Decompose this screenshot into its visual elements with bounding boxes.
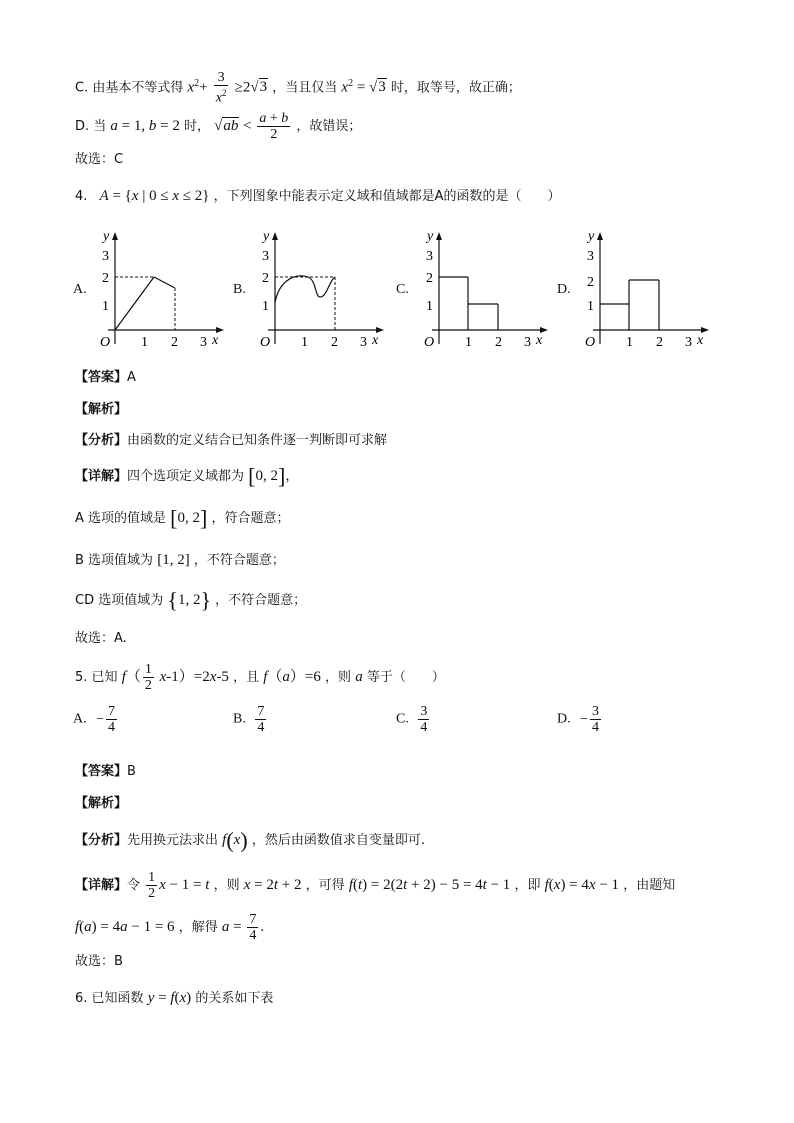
question-4: 4. A = {x | 0 ≤ x ≤ 2} ，下列图象中能表示定义域和值域都是A的函数的是（ ） (75, 188, 561, 204)
svg-text:y: y (588, 229, 595, 244)
graph-label-c: C. (396, 282, 409, 297)
svg-text:1: 1 (262, 299, 269, 314)
svg-text:2: 2 (426, 271, 433, 286)
q5-option-b: B. $\frac{7}{4}$ (233, 704, 265, 735)
svg-text:x: x (697, 333, 704, 348)
svg-text:3: 3 (426, 249, 433, 264)
graph-a (88, 224, 248, 354)
q4-choose: 故选：A. (75, 631, 127, 646)
graph-c (412, 224, 572, 354)
line-option-c: C. 由基本不等式得 $x^2+$ $\frac{3}{x^2}$ ≥2√3 ，当且仅当 $x^2 = √3$ 时，取等号，故正确； (75, 70, 521, 106)
svg-text:O: O (260, 335, 271, 350)
svg-text:3: 3 (102, 249, 109, 264)
svg-text:O: O (585, 335, 596, 350)
q5-fenxi: 【分析】先用换元法求出 f(x) ，然后由函数值求自变量即可. (75, 827, 425, 853)
svg-text:O: O (424, 335, 435, 350)
q5-choose: 故选：B (75, 954, 123, 969)
svg-text:1: 1 (587, 299, 594, 314)
graph-d (573, 224, 733, 354)
q5-xiangjie-2: f(a) = 4a − 1 = 6 ，解得 a = $\frac{7}{4}$ . (75, 912, 265, 943)
svg-text:2: 2 (102, 271, 109, 286)
q5-option-a: A. − $\frac{7}{4}$ (73, 704, 116, 735)
q4-fenxi: 【分析】由函数的定义结合已知条件逐一判断即可求解 (75, 433, 388, 448)
svg-text:3: 3 (524, 335, 531, 350)
svg-text:x: x (372, 333, 379, 348)
svg-text:2: 2 (331, 335, 338, 350)
fraction-3-over-x2: $\frac{3}{x^2}$ (215, 70, 227, 106)
q4-line-a: A 选项的值域是 [0, 2] ，符合题意； (75, 505, 290, 531)
svg-text:1: 1 (141, 335, 148, 350)
q4-line-cd: CD 选项值域为 {1, 2} ，不符合题意； (75, 587, 307, 613)
svg-text:1: 1 (301, 335, 308, 350)
svg-text:3: 3 (262, 249, 269, 264)
svg-text:3: 3 (685, 335, 692, 350)
svg-text:3: 3 (587, 249, 594, 264)
svg-text:2: 2 (656, 335, 663, 350)
svg-text:x: x (536, 333, 543, 348)
svg-text:2: 2 (587, 275, 594, 290)
q5-answer: 【答案】B (75, 764, 136, 779)
graph-b (248, 224, 408, 354)
line-option-d: D. 当 a = 1, b = 2 时， √ab < $\frac{a + b}{2}$ ，故错误； (75, 111, 362, 142)
fraction-a-plus-b-over-2: $\frac{a + b}{2}$ (259, 111, 289, 142)
svg-text:1: 1 (626, 335, 633, 350)
svg-text:O: O (100, 335, 111, 350)
q4-line-b: B 选项值域为 [1, 2] ，不符合题意； (75, 552, 285, 568)
q5-xiangjie-1: 【详解】令 $\frac{1}{2}$ x − 1 = t ，则 x = 2t + 2 ，可得 f(t) = 2(2t + 2) − 5 = 4t − 1 ，即 f(x) = 4x − 1 ，由题知 (75, 870, 676, 901)
graph-label-a: A. (73, 282, 87, 297)
q4-answer: 【答案】A (75, 370, 136, 385)
q4-xiangjie: 【详解】四个选项定义域都为 [0, 2]， (75, 463, 299, 489)
svg-text:1: 1 (426, 299, 433, 314)
svg-text:y: y (427, 229, 434, 244)
question-6: 6. 已知函数 y = f(x) 的关系如下表 (75, 990, 274, 1006)
graph-label-d: D. (557, 282, 571, 297)
q5-option-c: C. $\frac{3}{4}$ (396, 704, 428, 735)
svg-text:y: y (263, 229, 270, 244)
graph-label-b: B. (233, 282, 246, 297)
graph-a-y-label: y (103, 229, 110, 244)
q5-option-d: D. − $\frac{3}{4}$ (557, 704, 600, 735)
q4-analysis-tag: 【解析】 (75, 402, 128, 417)
svg-text:3: 3 (200, 335, 207, 350)
svg-text:1: 1 (102, 299, 109, 314)
question-5: 5. 已知 f（ $\frac{1}{2}$ x-1）=2x-5 ，且 f（a）=6 ，则 a 等于（ ） (75, 662, 445, 693)
svg-text:2: 2 (495, 335, 502, 350)
svg-text:2: 2 (171, 335, 178, 350)
svg-text:3: 3 (360, 335, 367, 350)
svg-text:2: 2 (262, 271, 269, 286)
svg-text:1: 1 (465, 335, 472, 350)
svg-text:x: x (212, 333, 219, 348)
line-choose-c: 故选：C (75, 152, 124, 167)
q5-analysis-tag: 【解析】 (75, 796, 128, 811)
